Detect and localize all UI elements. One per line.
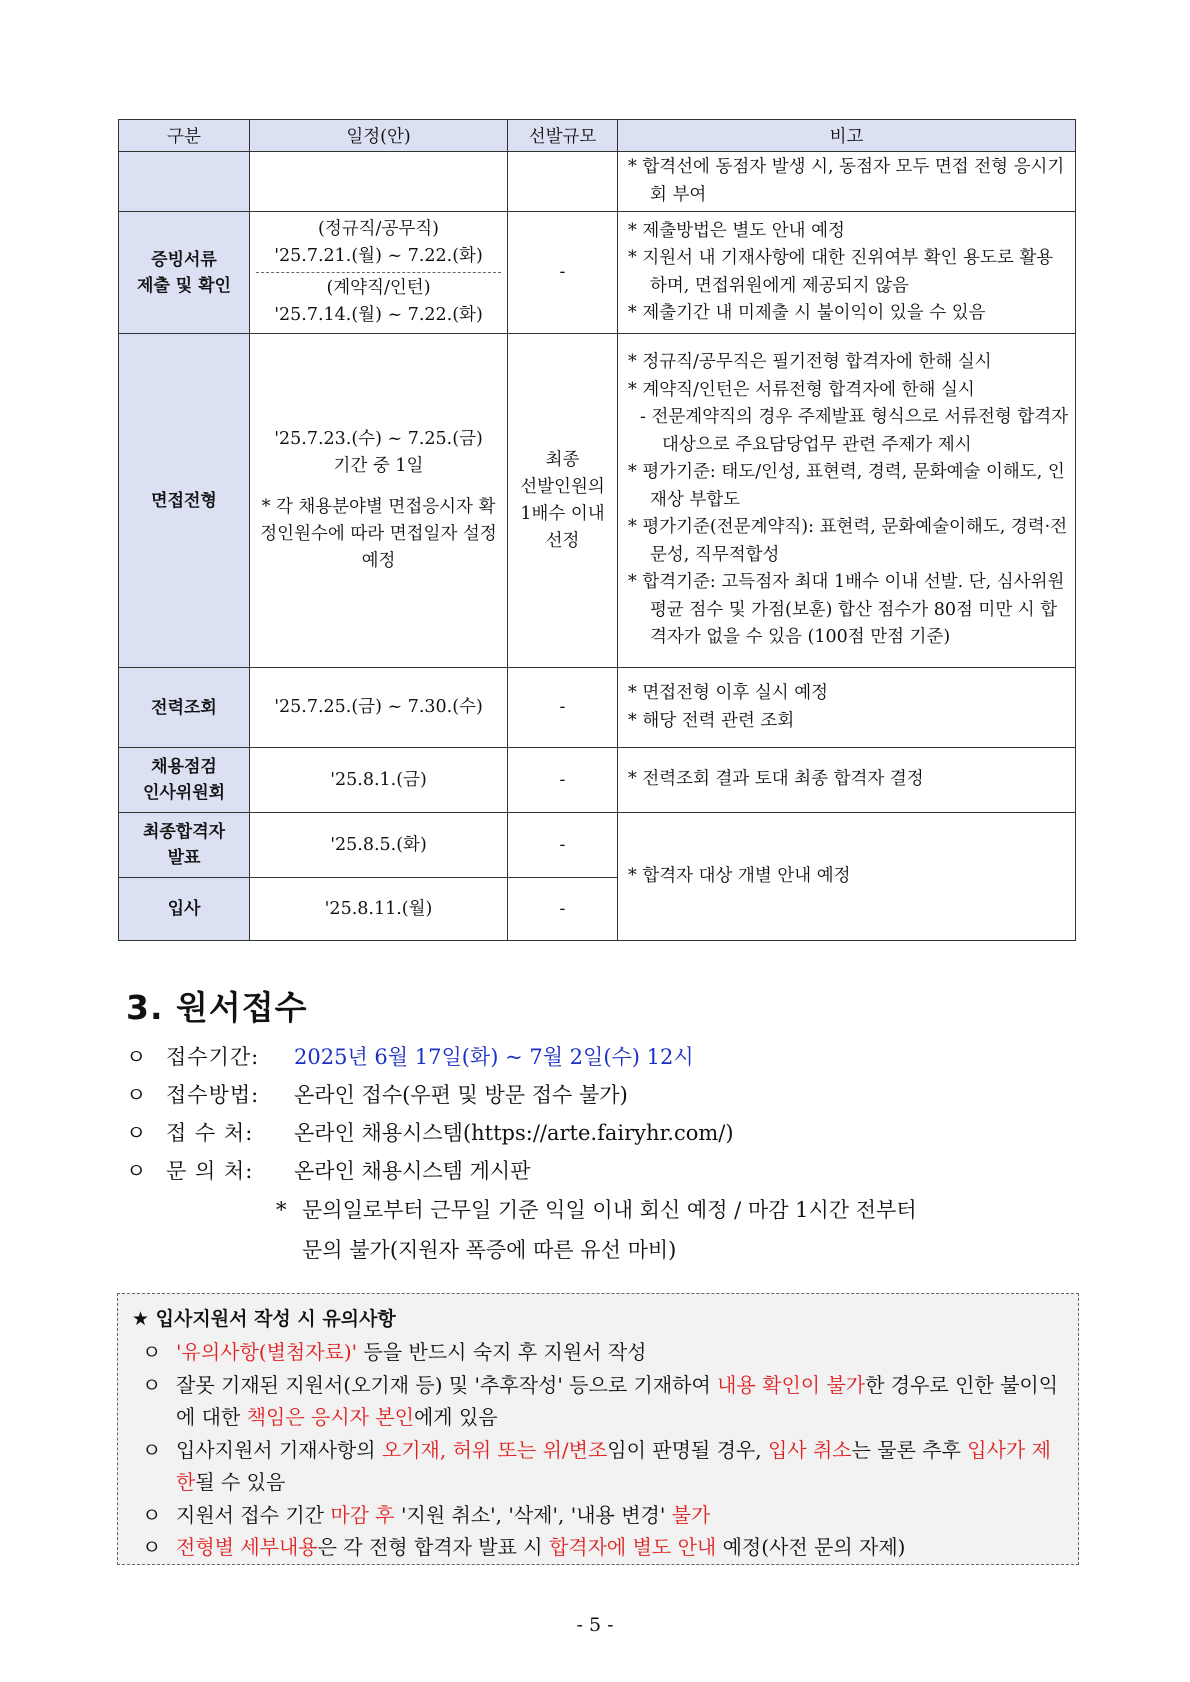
date-cell: '25.8.5.(화)	[250, 813, 508, 878]
size-cell: 최종 선발인원의 1배수 이내 선정	[508, 334, 618, 668]
section-heading: 3. 원서접수	[126, 988, 308, 1027]
category-cell: 최종합격자 발표	[119, 813, 250, 878]
category-cell	[119, 152, 250, 212]
notes-cell: * 합격자 대상 개별 안내 예정	[618, 813, 1076, 941]
size-cell: -	[508, 813, 618, 878]
list-item: ㅇ 전형별 세부내용은 각 전형 합격자 발표 시 합격자에 별도 안내 예정(사전 문의 자제)	[142, 1535, 906, 1559]
list-item: ㅇ '유의사항(별첨자료)' 등을 반드시 숙지 후 지원서 작성	[142, 1340, 647, 1364]
application-info	[126, 1038, 1086, 1270]
list-item: ㅇ 접수방법: 온라인 접수(우편 및 방문 접수 불가)	[126, 1083, 628, 1107]
application-period: 2025년 6월 17일(화) ~ 7월 2일(수) 12시	[294, 1045, 694, 1069]
header-size: 선발규모	[508, 120, 618, 152]
size-cell	[508, 152, 618, 212]
size-cell: -	[508, 748, 618, 813]
date-cell: '25.7.23.(수) ~ 7.25.(금) 기간 중 1일 * 각 채용분야별 면접응시자 확정인원수에 따라 면접일자 설정 예정	[250, 334, 508, 668]
size-cell: -	[508, 668, 618, 748]
page-number: - 5 -	[576, 1614, 614, 1636]
category-cell: 증빙서류 제출 및 확인	[119, 212, 250, 334]
table-row	[119, 152, 1076, 212]
notes-cell: * 면접전형 이후 실시 예정 * 해당 전력 관련 조회	[618, 668, 1076, 748]
notes-cell: * 정규직/공무직은 필기전형 합격자에 한해 실시 * 계약직/인턴은 서류전형 합격자에 한해 실시 - 전문계약직의 경우 주제발표 형식으로 서류전형 합격자 대상으로 주요담당업무 관련 주제가 제시 * 평가기준: 태도/인성, 표현력, 경력, 문화예술 이해도, 인재상 부합도 * 평가기준(전문계약직): 표현력, 문화예술이해도, 경력·전문성, 직무적합성 * 합격기준: 고득점자 최대 1배수 이내 선발. 단, 심사위원 평균 점수 및 가점(보훈) 합산 점수가 80점 미만 시 합격자가 없을 수 있음 (100점 만점 기준)	[618, 334, 1076, 668]
header-schedule: 일정(안)	[250, 120, 508, 152]
table-row	[119, 813, 1076, 878]
caution-box	[117, 1293, 1079, 1565]
table-row	[119, 212, 1076, 334]
date-cell: '25.8.11.(월)	[250, 878, 508, 941]
inquiry-note: * 문의일로부터 근무일 기준 익일 이내 회신 예정 / 마감 1시간 전부터 문의 불가(지원자 폭증에 따른 유선 마비)	[276, 1198, 917, 1262]
header-notes: 비고	[618, 120, 1076, 152]
caution-title: ★ 입사지원서 작성 시 유의사항	[132, 1308, 396, 1330]
schedule-table	[118, 119, 1076, 941]
notes-cell: * 제출방법은 별도 안내 예정 * 지원서 내 기재사항에 대한 진위여부 확인 용도로 활용하며, 면접위원에게 제공되지 않음 * 제출기간 내 미제출 시 불이익이 있을 수 있음	[618, 212, 1076, 334]
size-cell: -	[508, 878, 618, 941]
list-item: ㅇ 잘못 기재된 지원서(오기재 등) 및 '추후작성' 등으로 기재하여 내용 확인이 불가한 경우로 인한 불이익에 대한 책임은 응시자 본인에게 있음	[142, 1372, 1059, 1429]
date-cell: '25.7.25.(금) ~ 7.30.(수)	[250, 668, 508, 748]
category-cell: 채용점검 인사위원회	[119, 748, 250, 813]
notes-cell: * 합격선에 동점자 발생 시, 동점자 모두 면접 전형 응시기회 부여	[618, 152, 1076, 212]
table-row	[119, 334, 1076, 668]
list-item: ㅇ 접수기간: 2025년 6월 17일(화) ~ 7월 2일(수) 12시	[126, 1045, 694, 1069]
category-cell: 입사	[119, 878, 250, 941]
date-cell	[250, 152, 508, 212]
list-item: ㅇ 문 의 처: 온라인 채용시스템 게시판	[126, 1159, 531, 1183]
list-item: ㅇ 접 수 처: 온라인 채용시스템(https://arte.fairyhr.com/)	[126, 1121, 734, 1145]
table-row	[119, 748, 1076, 813]
date-cell: (정규직/공무직) '25.7.21.(월) ~ 7.22.(화) (계약직/인턴) '25.7.14.(월) ~ 7.22.(화)	[250, 212, 508, 334]
category-cell: 전력조회	[119, 668, 250, 748]
header-category: 구분	[119, 120, 250, 152]
date-cell: '25.8.1.(금)	[250, 748, 508, 813]
list-item: ㅇ 지원서 접수 기간 마감 후 '지원 취소', '삭제', '내용 변경' 불가	[142, 1502, 711, 1527]
notes-cell: * 전력조회 결과 토대 최종 합격자 결정	[618, 748, 1076, 813]
category-cell: 면접전형	[119, 334, 250, 668]
list-item: ㅇ 입사지원서 기재사항의 오기재, 허위 또는 위/변조임이 판명될 경우, 입사 취소는 물론 추후 입사가 제한될 수 있음	[142, 1437, 1051, 1494]
table-row	[119, 668, 1076, 748]
size-cell: -	[508, 212, 618, 334]
table-header-row	[119, 120, 1076, 152]
application-url: 온라인 채용시스템(https://arte.fairyhr.com/)	[294, 1121, 734, 1145]
